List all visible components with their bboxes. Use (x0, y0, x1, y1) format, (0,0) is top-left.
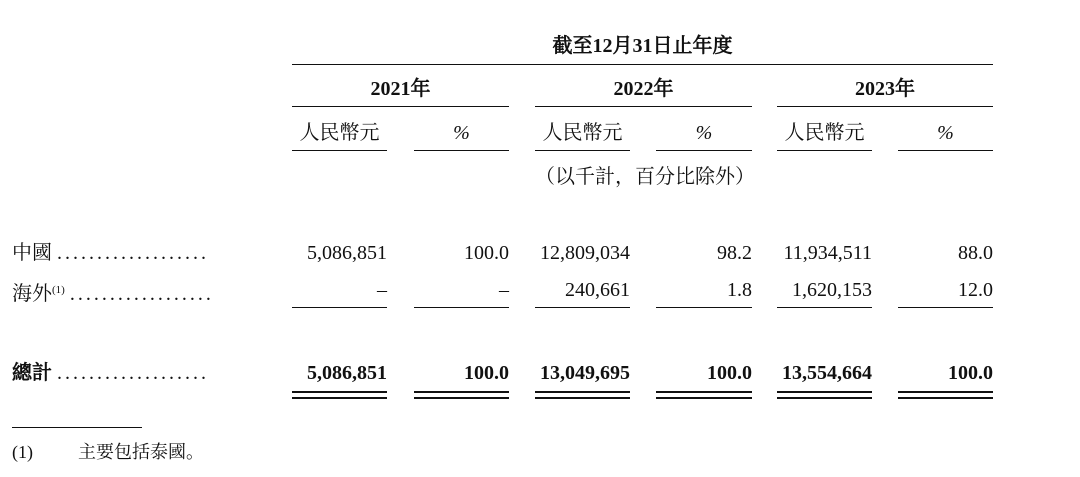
row-label-overseas (12, 278, 214, 306)
sub-rule-unit-2021 (292, 150, 387, 151)
cell-overseas-2021-pct: – (499, 279, 509, 301)
total-double-rule-a-2022-rmb (535, 391, 630, 393)
total-2021-rmb: 5,086,851 (307, 362, 387, 384)
total-double-rule-b-2023-pct (898, 397, 993, 399)
percent-header-2021: % (453, 122, 470, 144)
unit-header-2023: 人民幣元 (784, 122, 865, 144)
footnote-separator (12, 427, 142, 428)
total-double-rule-b-2022-rmb (535, 397, 630, 399)
total-double-rule-a-2023-rmb (777, 391, 872, 393)
unit-header-2022: 人民幣元 (542, 122, 623, 144)
unit-note: （以千計，百分比除外） (535, 166, 755, 188)
sub-rule-pct-2023 (898, 150, 993, 151)
cell-overseas-2022-rmb: 240,661 (565, 279, 630, 301)
row-label-text: 總計 (12, 362, 52, 384)
period-header: 截至12月31日止年度 (552, 35, 733, 57)
row-label-china (12, 241, 209, 265)
period-header-rule (292, 64, 993, 65)
total-double-rule-a-2021-pct (414, 391, 509, 393)
cell-china-2022-pct: 98.2 (717, 242, 752, 264)
subtotal-rule-pct-2021 (414, 307, 509, 308)
sub-rule-unit-2023 (777, 150, 872, 151)
cell-overseas-2023-pct: 12.0 (958, 279, 993, 301)
year-header-2023: 2023年 (855, 78, 915, 100)
leader-dots: .................. (69, 283, 214, 305)
total-double-rule-b-2021-rmb (292, 397, 387, 399)
unit-header-2021: 人民幣元 (299, 122, 380, 144)
total-2023-pct: 100.0 (948, 362, 993, 384)
total-2023-rmb: 13,554,664 (782, 362, 872, 384)
percent-header-2023: % (937, 122, 954, 144)
cell-overseas-2022-pct: 1.8 (727, 279, 752, 301)
total-double-rule-b-2023-rmb (777, 397, 872, 399)
total-double-rule-a-2023-pct (898, 391, 993, 393)
year-header-2022: 2022年 (613, 78, 674, 100)
total-2022-pct: 100.0 (707, 362, 752, 384)
cell-china-2021-rmb: 5,086,851 (307, 242, 387, 264)
subtotal-rule-unit-2022 (535, 307, 630, 308)
cell-china-2023-rmb: 11,934,511 (783, 242, 872, 264)
year-header-2021: 2021年 (370, 78, 431, 100)
year-rule-2023 (777, 106, 993, 107)
sub-rule-pct-2021 (414, 150, 509, 151)
subtotal-rule-unit-2021 (292, 307, 387, 308)
leader-dots: ................... (57, 242, 209, 264)
total-double-rule-a-2022-pct (656, 391, 752, 393)
cell-china-2022-rmb: 12,809,034 (540, 242, 630, 264)
sub-rule-pct-2022 (656, 150, 752, 151)
sub-rule-unit-2022 (535, 150, 630, 151)
total-double-rule-b-2021-pct (414, 397, 509, 399)
subtotal-rule-unit-2023 (777, 307, 872, 308)
footnote-text: 主要包括泰國。 (78, 442, 204, 462)
footnote-marker: (1) (52, 284, 65, 296)
footnote-marker-label: (1) (12, 442, 33, 462)
total-2021-pct: 100.0 (464, 362, 509, 384)
cell-china-2023-pct: 88.0 (958, 242, 993, 264)
row-label-total (12, 361, 209, 385)
row-label-text: 海外 (12, 283, 52, 305)
row-label-text: 中國 (12, 242, 52, 264)
cell-overseas-2021-rmb: – (377, 279, 387, 301)
leader-dots: ................... (57, 362, 209, 384)
percent-header-2022: % (695, 122, 713, 144)
cell-overseas-2023-rmb: 1,620,153 (792, 279, 872, 301)
total-double-rule-a-2021-rmb (292, 391, 387, 393)
year-rule-2022 (535, 106, 752, 107)
year-rule-2021 (292, 106, 509, 107)
total-2022-rmb: 13,049,695 (540, 362, 630, 384)
subtotal-rule-pct-2023 (898, 307, 993, 308)
cell-china-2021-pct: 100.0 (464, 242, 509, 264)
subtotal-rule-pct-2022 (656, 307, 752, 308)
total-double-rule-b-2022-pct (656, 397, 752, 399)
